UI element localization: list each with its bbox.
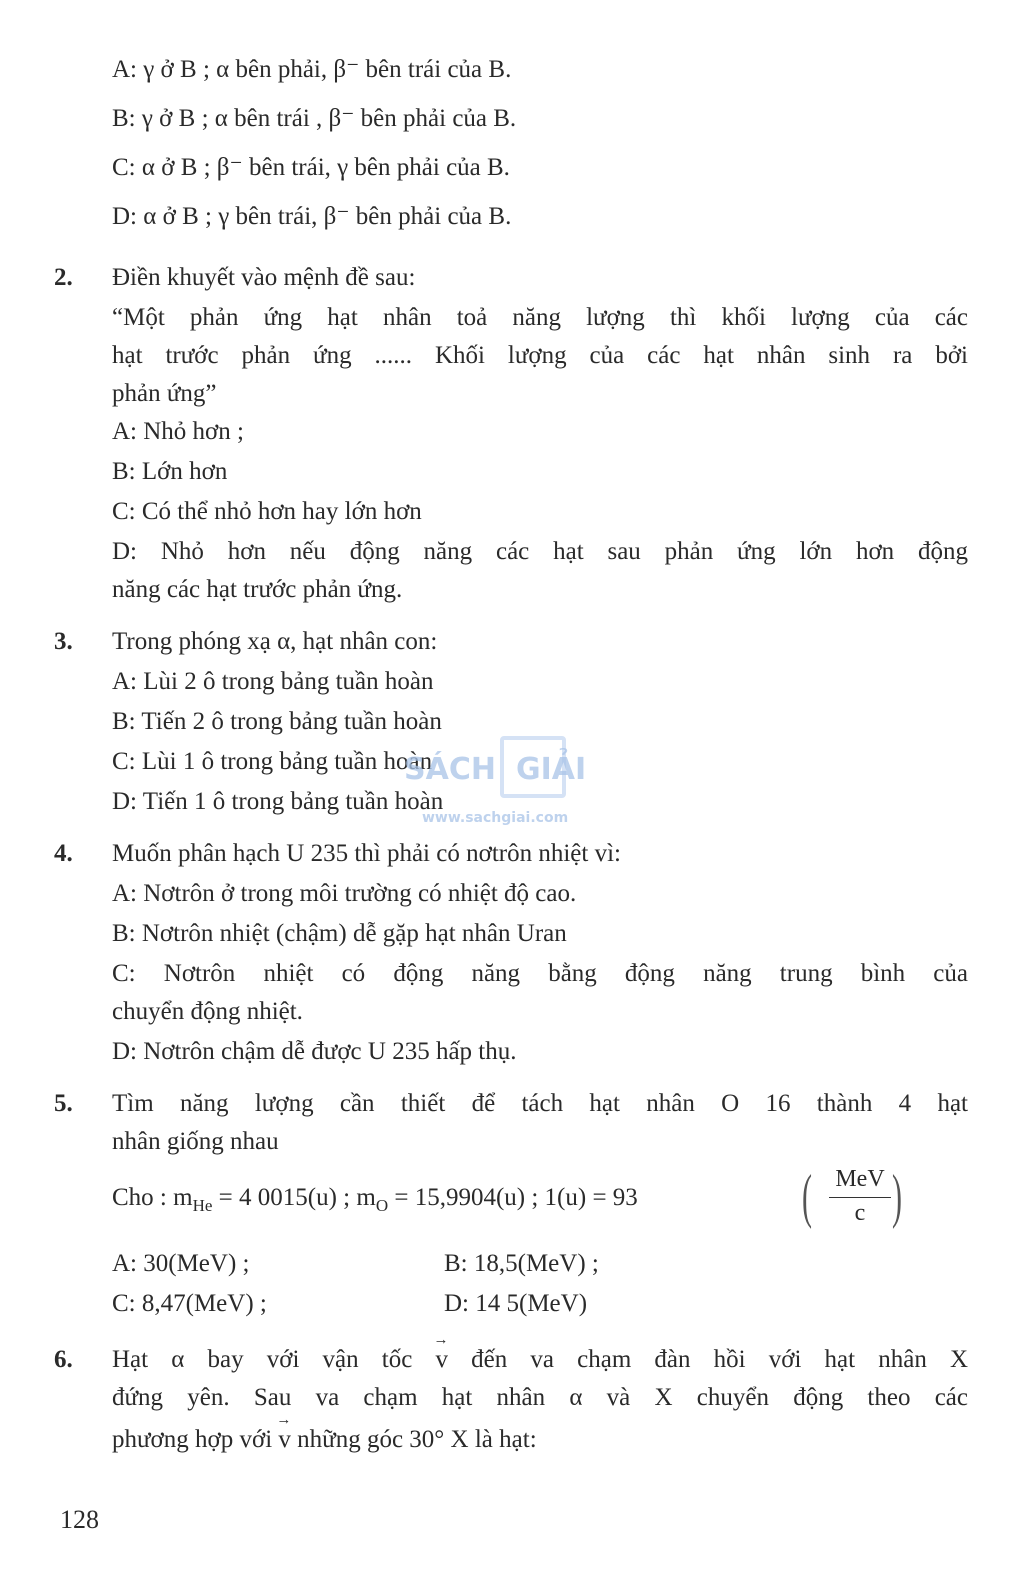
q6-stem-line: đứng yên. Sau va chạm hạt nhân α và X chuyển động theo các bbox=[112, 1384, 968, 1411]
q2-option-d: D: Nhỏ hơn nếu động năng các hạt sau phản ứng lớn hơn động bbox=[112, 538, 968, 565]
q2-stem-line: “Một phản ứng hạt nhân toả năng lượng thì khối lượng của các bbox=[112, 304, 968, 331]
q2-stem-line: Điền khuyết vào mệnh đề sau: bbox=[112, 264, 416, 291]
q2-option-b: B: Lớn hơn bbox=[112, 458, 228, 485]
q4-stem: Muốn phân hạch U 235 thì phải có nơtrôn nhiệt vì: bbox=[112, 840, 621, 867]
q2-stem-line: hạt trước phản ứng ...... Khối lượng của các hạt nhân sinh ra bởi bbox=[112, 342, 968, 369]
q3-option-b: B: Tiến 2 ô trong bảng tuần hoàn bbox=[112, 708, 442, 735]
q6-number: 6. bbox=[54, 1346, 73, 1373]
q5-given-data: Cho : $m_{He} = 4$ 0015(u) ; $m_O = 15,9904(u)$ ; 1(u) = 93 bbox=[112, 1184, 638, 1215]
q5-stem-line: nhân giống nhau bbox=[112, 1128, 279, 1155]
q1-option-c: C: α ở B ; β⁻ bên trái, γ bên phải của B. bbox=[112, 154, 510, 181]
watermark-logo bbox=[400, 730, 630, 830]
q5-option-c: C: 8,47(MeV) ; bbox=[112, 1290, 267, 1317]
q5-option-b: B: 18,5(MeV) ; bbox=[444, 1250, 599, 1277]
q2-number: 2. bbox=[54, 264, 73, 291]
watermark-brand-left: SÁCH bbox=[404, 752, 496, 787]
q4-option-d: D: Nơtrôn chậm dễ được U 235 hấp thụ. bbox=[112, 1038, 517, 1065]
q6-stem-line: Hạt α bay với vận tốc → v đến va chạm đàn hồi với hạt nhân X bbox=[112, 1344, 968, 1376]
q3-option-c: C: Lùi 1 ô trong bảng tuần hoàn bbox=[112, 748, 433, 775]
q6-stem-line: phương hợp với → v những góc 30° X là hạt: bbox=[112, 1424, 537, 1456]
fraction-numerator: MeV bbox=[835, 1166, 885, 1192]
q2-option-c: C: Có thể nhỏ hơn hay lớn hơn bbox=[112, 498, 422, 525]
q4-option-a: A: Nơtrôn ở trong môi trường có nhiệt độ cao. bbox=[112, 880, 577, 907]
unit-fraction-mev-c: ( MeV c ) bbox=[801, 1163, 902, 1229]
q2-stem-line: phản ứng” bbox=[112, 380, 217, 407]
q2-option-a: A: Nhỏ hơn ; bbox=[112, 418, 244, 445]
watermark-url: www.sachgiai.com bbox=[422, 810, 569, 826]
q3-option-d: D: Tiến 1 ô trong bảng tuần hoàn bbox=[112, 788, 444, 815]
velocity-vector: → v bbox=[435, 1344, 448, 1376]
q5-option-d: D: 14 5(MeV) bbox=[444, 1290, 588, 1317]
q1-option-b: B: γ ở B ; α bên trái , β⁻ bên phải của B. bbox=[112, 105, 517, 132]
q4-option-c-cont: chuyển động nhiệt. bbox=[112, 998, 303, 1025]
q4-option-c: C: Nơtrôn nhiệt có động năng bằng động năng trung bình của bbox=[112, 960, 968, 987]
page-number: 128 bbox=[60, 1505, 99, 1534]
q1-option-a: A: γ ở B ; α bên phải, β⁻ bên trái của B. bbox=[112, 56, 512, 83]
q3-stem: Trong phóng xạ α, hạt nhân con: bbox=[112, 628, 438, 655]
watermark-brand-right: GIẢI bbox=[516, 752, 587, 787]
q4-option-b: B: Nơtrôn nhiệt (chậm) dễ gặp hạt nhân Uran bbox=[112, 920, 567, 947]
q5-number: 5. bbox=[54, 1090, 73, 1117]
q4-number: 4. bbox=[54, 840, 73, 867]
q1-option-d: D: α ở B ; γ bên trái, β⁻ bên phải của B. bbox=[112, 203, 512, 230]
q3-option-a: A: Lùi 2 ô trong bảng tuần hoàn bbox=[112, 668, 434, 695]
fraction-denominator: c bbox=[854, 1200, 866, 1226]
q2-option-d-cont: năng các hạt trước phản ứng. bbox=[112, 576, 403, 603]
velocity-vector: → v bbox=[278, 1424, 291, 1456]
q3-number: 3. bbox=[54, 628, 73, 655]
q5-stem-line: Tìm năng lượng cần thiết để tách hạt nhân O 16 thành 4 hạt bbox=[112, 1090, 968, 1117]
q5-option-a: A: 30(MeV) ; bbox=[112, 1250, 250, 1277]
